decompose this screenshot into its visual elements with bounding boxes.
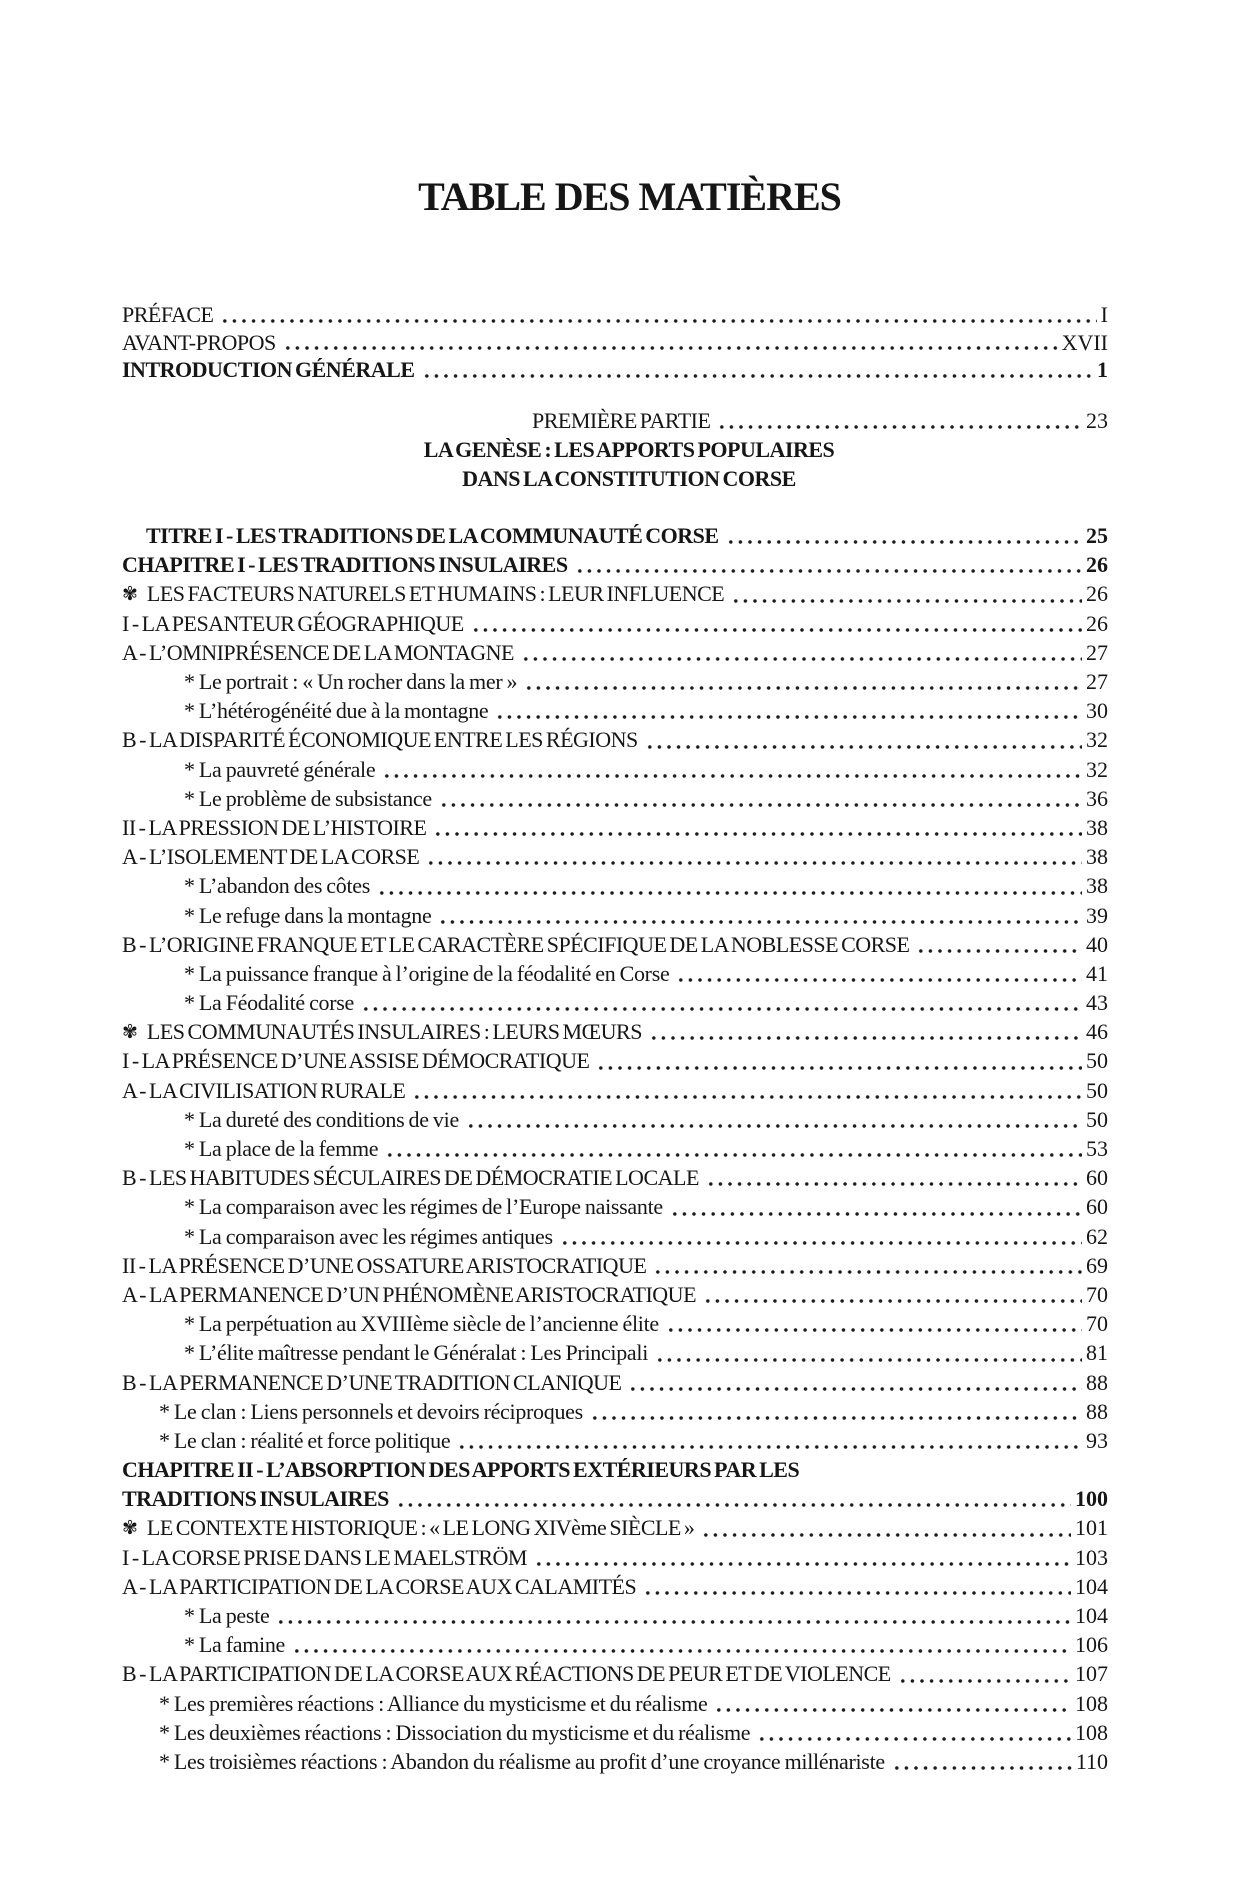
entry-label: A - LA PARTICIPATION DE LA CORSE AUX CALAMITÉS (122, 1573, 637, 1599)
toc-entry (122, 1484, 1108, 1513)
dot-leader (916, 930, 1082, 959)
entry-label: * Les premières réactions : Alliance du mysticisme et du réalisme (159, 1690, 708, 1716)
toc-entry (122, 329, 1108, 357)
entry-label: * L’hétérogénéité due à la montagne (184, 698, 489, 724)
page-number: 107 (1075, 1661, 1108, 1687)
entry-label: * La perpétuation au XVIIIème siècle de l’ancienne élite (184, 1311, 659, 1337)
dot-leader (676, 959, 1082, 988)
page-number: 43 (1086, 990, 1108, 1016)
toc-entry (122, 1397, 1108, 1426)
entry-label: * L’abandon des côtes (184, 873, 371, 899)
page-number: 46 (1086, 1019, 1108, 1045)
toc-entry (122, 1718, 1108, 1747)
page-number: 108 (1075, 1719, 1108, 1745)
toc-entry (122, 1017, 1108, 1046)
toc-entry (122, 550, 1108, 579)
entry-label: LES FACTEURS NATURELS ET HUMAINS : LEUR INFLUENCE (146, 581, 725, 607)
toc-entry (122, 464, 1136, 493)
page-number: 50 (1086, 1077, 1108, 1103)
entry-label: TRADITIONS INSULAIRES (122, 1486, 389, 1512)
page-number: 32 (1086, 756, 1108, 782)
dot-leader (649, 1017, 1082, 1046)
toc-entry (122, 1572, 1108, 1601)
toc-gap (122, 493, 1108, 521)
page-number: 53 (1086, 1136, 1108, 1161)
page-number: XVII (1061, 329, 1108, 355)
entry-label: * Le portrait : « Un rocher dans la mer » (184, 669, 518, 694)
toc-entry (122, 1455, 1108, 1484)
entry-label: B - L’ORIGINE FRANQUE ET LE CARACTÈRE SPÉCIFIQUE DE LA NOBLESSE CORSE (122, 931, 910, 957)
page-number: 39 (1086, 902, 1108, 928)
dot-leader (666, 1309, 1082, 1338)
toc-entry (122, 755, 1108, 784)
toc-entry (122, 784, 1108, 813)
dot-leader (898, 1659, 1071, 1688)
page-number: 38 (1086, 814, 1108, 840)
entry-label: A - LA CIVILISATION RURALE (122, 1077, 406, 1103)
entry-label: * La pauvreté générale (184, 756, 376, 782)
dot-leader (471, 609, 1082, 638)
page-number: 81 (1086, 1340, 1108, 1366)
page-number: 93 (1086, 1427, 1108, 1453)
toc-entry (122, 1513, 1108, 1542)
toc-entry (122, 1747, 1108, 1776)
toc-list (122, 301, 1108, 1776)
dot-leader (670, 1192, 1082, 1221)
dot-leader (892, 1747, 1072, 1776)
page-number: 88 (1086, 1369, 1108, 1395)
entry-label: CHAPITRE II - L’ABSORPTION DES APPORTS EXTÉRIEURS PAR LES (122, 1457, 800, 1483)
toc-entry (122, 1689, 1108, 1718)
toc-entry (122, 1630, 1108, 1659)
dot-leader (706, 1163, 1082, 1192)
dot-leader (412, 1076, 1082, 1105)
toc-entry (122, 356, 1108, 384)
dot-leader (377, 871, 1082, 900)
toc-entry (122, 1368, 1108, 1397)
toc-entry (122, 1076, 1108, 1105)
toc-entry (122, 1601, 1108, 1630)
page-number: 70 (1086, 1311, 1108, 1337)
entry-label: * La puissance franque à l’origine de la féodalité en Corse (184, 960, 670, 986)
page-number: I (1100, 302, 1108, 327)
toc-entry (122, 1659, 1108, 1688)
page-number: 41 (1086, 960, 1108, 986)
toc-entry (122, 667, 1108, 696)
toc-entry (122, 1251, 1108, 1280)
entry-label: DANS LA CONSTITUTION CORSE (462, 465, 796, 491)
toc-entry (122, 1134, 1108, 1163)
entry-label: PREMIÈRE PARTIE (532, 407, 711, 433)
toc-entry (122, 959, 1108, 988)
page-number: 30 (1086, 698, 1108, 724)
dot-leader (717, 406, 1082, 435)
entry-label: * La peste (184, 1603, 270, 1628)
toc-entry (122, 1046, 1108, 1075)
dot-leader (643, 1572, 1071, 1601)
dot-leader (701, 1513, 1071, 1542)
entry-label: * La Féodalité corse (184, 990, 354, 1016)
entry-label: * La comparaison avec les régimes de l’Europe naissante (184, 1194, 663, 1220)
entry-label: B - LES HABITUDES SÉCULAIRES DE DÉMOCRATIE LOCALE (122, 1165, 699, 1191)
toc-entry (122, 871, 1108, 900)
entry-label: * Les troisièmes réactions : Abandon du réalisme au profit d’une croyance millénariste (159, 1748, 885, 1774)
toc-entry (122, 988, 1108, 1017)
entry-label: * L’élite maîtresse pendant le Généralat : Les Principali (184, 1340, 649, 1366)
entry-label: * La dureté des conditions de vie (184, 1106, 459, 1132)
entry-label: I - LA PESANTEUR GÉOGRAPHIQUE (122, 610, 464, 636)
page-number: 50 (1086, 1048, 1108, 1074)
dot-leader (524, 667, 1082, 696)
dot-leader (645, 725, 1082, 754)
page-number: 70 (1086, 1281, 1108, 1307)
page-number: 1 (1097, 357, 1108, 382)
entry-label: * Le problème de subsistance (184, 785, 432, 811)
toc-entry (122, 813, 1108, 842)
dot-leader (596, 1046, 1082, 1075)
dot-leader (426, 842, 1082, 871)
dot-leader (653, 1251, 1082, 1280)
entry-label: * Le clan : réalité et force politique (159, 1427, 451, 1453)
page-number: 110 (1075, 1748, 1108, 1774)
toc-entry (122, 842, 1108, 871)
page-number: 62 (1086, 1223, 1108, 1249)
dot-leader (521, 638, 1082, 667)
dot-leader (534, 1543, 1071, 1572)
page-number: 104 (1075, 1573, 1108, 1599)
toc-entry (122, 435, 1136, 464)
entry-label: * Les deuxièmes réactions : Dissociation du mysticisme et du réalisme (159, 1719, 751, 1745)
toc-entry (122, 1280, 1108, 1309)
page-number: 50 (1086, 1106, 1108, 1132)
page-title: TABLE DES MATIÈRES (418, 174, 841, 219)
dot-leader (457, 1426, 1082, 1455)
toc-entry (122, 1222, 1108, 1251)
dot-leader (655, 1338, 1082, 1367)
page-number: 26 (1086, 552, 1108, 578)
page-number: 36 (1086, 785, 1108, 811)
entry-label: INTRODUCTION GÉNÉRALE (122, 357, 415, 382)
page-number: 104 (1075, 1603, 1108, 1628)
page-number: 40 (1086, 931, 1108, 957)
dot-leader (385, 1134, 1082, 1163)
florette-icon: ✾ (122, 1518, 138, 1540)
dot-leader (438, 901, 1082, 930)
toc-entry (122, 301, 1108, 329)
entry-label: II - LA PRESSION DE L’HISTOIRE (122, 814, 427, 840)
entry-label: * Le refuge dans la montagne (184, 902, 432, 928)
toc-entry (122, 638, 1108, 667)
dot-leader (714, 1689, 1071, 1718)
page-number: 26 (1086, 581, 1108, 607)
dot-leader (628, 1368, 1082, 1397)
dot-leader (283, 329, 1058, 357)
page-number: 27 (1086, 669, 1108, 694)
toc-entry (122, 406, 1108, 435)
toc-entry (122, 609, 1108, 638)
dot-leader (560, 1222, 1082, 1251)
page-number: 103 (1075, 1544, 1108, 1570)
page-number: 88 (1086, 1398, 1108, 1424)
entry-label: AVANT-PROPOS (122, 329, 276, 355)
florette-icon: ✾ (122, 1022, 138, 1044)
dot-leader (292, 1630, 1071, 1659)
entry-label: B - LA DISPARITÉ ÉCONOMIQUE ENTRE LES RÉGIONS (122, 727, 638, 753)
dot-leader (382, 755, 1082, 784)
dot-leader (433, 813, 1082, 842)
dot-leader (466, 1105, 1082, 1134)
entry-label: * La famine (184, 1632, 285, 1658)
entry-label: I - LA CORSE PRISE DANS LE MAELSTRÖM (122, 1544, 527, 1570)
page-number: 101 (1075, 1515, 1108, 1541)
entry-label: A - L’OMNIPRÉSENCE DE LA MONTAGNE (122, 639, 514, 665)
dot-leader (276, 1601, 1071, 1630)
entry-label: A - LA PERMANENCE D’UN PHÉNOMÈNE ARISTOCRATIQUE (122, 1281, 697, 1307)
dot-leader (495, 696, 1082, 725)
dot-leader (575, 550, 1082, 579)
entry-label: TITRE I - LES TRADITIONS DE LA COMMUNAUTÉ CORSE (146, 523, 719, 549)
page-number: 32 (1086, 727, 1108, 753)
entry-label: * La comparaison avec les régimes antiques (184, 1223, 553, 1249)
entry-label: LES COMMUNAUTÉS INSULAIRES : LEURS MŒURS (146, 1019, 642, 1045)
toc-entry (122, 1426, 1108, 1455)
dot-leader (726, 521, 1082, 550)
page-number: 25 (1086, 523, 1108, 549)
dot-leader (731, 579, 1082, 608)
toc-entry (122, 1338, 1108, 1367)
page-number: 60 (1086, 1194, 1108, 1220)
toc-entry (122, 579, 1108, 608)
entry-label: A - L’ISOLEMENT DE LA CORSE (122, 844, 420, 870)
page-number: 100 (1075, 1486, 1108, 1512)
dot-leader (220, 301, 1096, 329)
dot-leader (422, 356, 1094, 384)
toc-entry (122, 725, 1108, 754)
entry-label: B - LA PARTICIPATION DE LA CORSE AUX RÉACTIONS DE PEUR ET DE VIOLENCE (122, 1661, 891, 1687)
dot-leader (361, 988, 1082, 1017)
toc-gap (122, 384, 1108, 406)
entry-label: * La place de la femme (184, 1136, 379, 1161)
toc-entry (122, 1192, 1108, 1221)
page-number: 69 (1086, 1252, 1108, 1278)
entry-label: II - LA PRÉSENCE D’UNE OSSATURE ARISTOCRATIQUE (122, 1252, 647, 1278)
toc-entry (122, 1105, 1108, 1134)
dot-leader (439, 784, 1082, 813)
toc-entry (122, 901, 1108, 930)
entry-label: I - LA PRÉSENCE D’UNE ASSISE DÉMOCRATIQUE (122, 1048, 590, 1074)
dot-leader (396, 1484, 1071, 1513)
page-number: 23 (1086, 407, 1108, 433)
florette-icon: ✾ (122, 584, 138, 606)
entry-label: PRÉFACE (122, 302, 214, 327)
page-number: 26 (1086, 610, 1108, 636)
entry-label: * Le clan : Liens personnels et devoirs réciproques (159, 1398, 583, 1424)
dot-leader (703, 1280, 1082, 1309)
entry-label: CHAPITRE I - LES TRADITIONS INSULAIRES (122, 552, 568, 578)
toc-entry (122, 930, 1108, 959)
toc-entry (122, 1309, 1108, 1338)
dot-leader (590, 1397, 1082, 1426)
page-number: 108 (1075, 1690, 1108, 1716)
page-number: 27 (1086, 639, 1108, 665)
page-number: 60 (1086, 1165, 1108, 1191)
page-number: 106 (1075, 1632, 1108, 1658)
toc-entry (122, 521, 1108, 550)
toc-entry (122, 1543, 1108, 1572)
toc-entry (122, 696, 1108, 725)
entry-label: LE CONTEXTE HISTORIQUE : « LE LONG XIVème SIÈCLE » (146, 1515, 695, 1541)
entry-label: B - LA PERMANENCE D’UNE TRADITION CLANIQUE (122, 1369, 622, 1395)
entry-label: LA GENÈSE : LES APPORTS POPULAIRES (423, 436, 835, 462)
page-number: 38 (1086, 844, 1108, 870)
toc-entry (122, 1163, 1108, 1192)
dot-leader (757, 1718, 1071, 1747)
page-number: 38 (1086, 873, 1108, 899)
